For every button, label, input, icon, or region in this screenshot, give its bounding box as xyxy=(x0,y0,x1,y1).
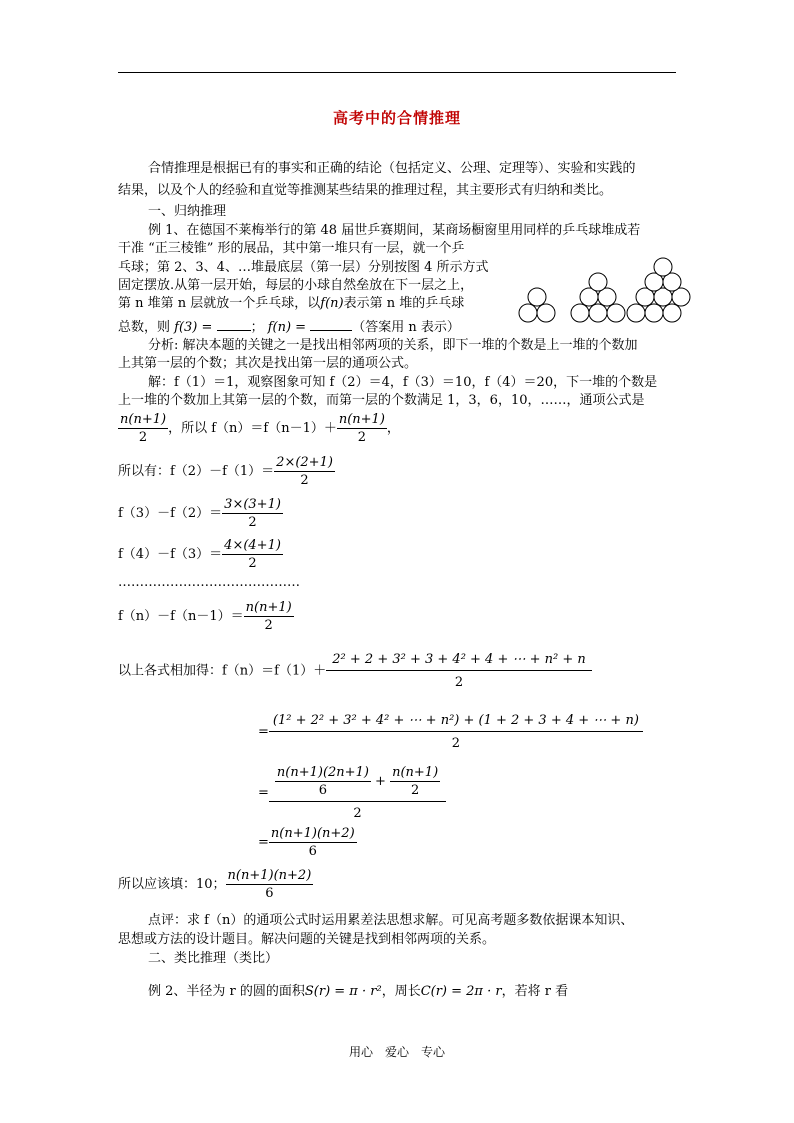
fraction-nn1-over-2: $\frac{n(n+1)}{2}$ xyxy=(120,412,167,445)
analysis-line-2: 上其第一层的个数；其次是找出第一层的通项公式。 xyxy=(118,356,418,371)
fraction-f4: $\frac{4\times(4+1)}{2}$ xyxy=(224,538,281,571)
solution-line-1: 解：f（1）＝1，观察图象可知 f（2）＝4，f（3）＝10，f（4）＝20，下一堆的个数是 xyxy=(148,375,658,390)
answer-blank-f3[interactable] xyxy=(217,318,251,331)
recurrence-text: ，所以 f（n）＝f（n－1）＋ xyxy=(168,421,337,436)
diff-fn-lhs: f（n）－f（n－1）＝ xyxy=(118,609,244,624)
example1-line-6b: （答案用 n 表示） xyxy=(352,320,460,335)
fraction-answer: $\frac{n(n+1)(n+2)}{6}$ xyxy=(227,868,312,901)
fraction-nn1-over-2-b: $\frac{n(n+1)}{2}$ xyxy=(338,412,385,445)
fraction-step3: $\frac{n(n+1)(2n+1)}{6}$ + $\frac{n(n+1)}{2}$ 2 xyxy=(269,765,446,821)
comment-line-2: 思想或方法的设计题目。解决问题的关键是找到相邻两项的关系。 xyxy=(118,932,496,947)
ball xyxy=(519,304,537,322)
diff-f3-f2 xyxy=(118,497,283,530)
ball xyxy=(571,304,589,322)
diff-f2-lhs: 所以有：f（2）－f（1）＝ xyxy=(118,464,275,479)
diff-fn-fn1 xyxy=(118,600,294,633)
area-formula: S(r) = π · r² xyxy=(304,984,382,999)
example1-line-3: 乓球；第 2、3、4、…堆最底层（第一层）分别按图 4 所示方式 xyxy=(118,260,489,275)
sum-lhs: 以上各式相加得：f（n）＝f（1）＋ xyxy=(118,663,327,679)
comma: ， xyxy=(386,421,400,436)
example1-line-6 xyxy=(118,318,460,337)
example2-b: ，周长 xyxy=(381,984,421,999)
example1-line-1: 例 1、在德国不莱梅举行的第 48 届世乒赛期间，某商场橱窗里用同样的乒乓球堆成若 xyxy=(148,223,641,238)
fraction-f3: $\frac{3\times(3+1)}{2}$ xyxy=(224,497,281,530)
section-heading-induction: 一、归纳推理 xyxy=(148,204,227,219)
circumference-formula: C(r) = 2π · r xyxy=(420,984,502,999)
example1-line-6a: 总数，则 xyxy=(118,320,171,335)
sum-equation xyxy=(118,652,592,690)
f3-notation: f(3) = xyxy=(174,320,213,335)
fn-notation: f(n) xyxy=(320,296,344,311)
fn-notation-2: f(n) = xyxy=(267,320,307,335)
fraction-step3-a: $\frac{n(n+1)(2n+1)}{6}$ xyxy=(276,765,369,798)
ball xyxy=(528,288,546,306)
comment-line-1: 点评：求 f（n）的通项公式时运用累差法思想求解。可见高考题多数依据课本知识、 xyxy=(148,913,634,928)
ball xyxy=(589,273,607,291)
solution-line-2: 上一堆的个数加上其第一层的个数，而第一层的个数满足 1，3，6，10，……，通项公式是 xyxy=(118,393,645,408)
ball xyxy=(663,304,681,322)
diff-f2-f1 xyxy=(118,455,335,488)
answer-lhs: 所以应该填：10； xyxy=(118,877,226,892)
ping-pong-pyramid-figure xyxy=(514,254,694,326)
answer-line xyxy=(118,868,313,901)
analysis-line-1: 分析: 解决本题的关键之一是找出相邻两项的关系，即下一堆的个数是上一堆的个数加 xyxy=(148,338,638,353)
fraction-step2: $\frac{\text{(1² + 2² + 3² + 4² + ⋯ + n²) + (1 + 2 + 3 + 4 + ⋯ + n)}}{2}$ xyxy=(269,713,643,751)
ball xyxy=(607,304,625,322)
step-3 xyxy=(258,765,446,821)
intro-line-1: 合情推理是根据已有的事实和正确的结论（包括定义、公理、定理等）、实验和实践的 xyxy=(148,161,636,176)
solution-line-3 xyxy=(118,412,400,445)
page-title: 高考中的合情推理 xyxy=(332,109,461,127)
equals: = xyxy=(258,785,269,801)
semicolon: ； xyxy=(250,320,264,335)
example1-line-5a: 第 n 堆第 n 层就放一个乒乓球，以 xyxy=(118,296,321,311)
ball xyxy=(654,258,672,276)
fraction-sum: $\frac{\text{2² + 2 + 3² + 3 + 4² + 4 + ⋯ + n² + n}}{2}$ xyxy=(326,652,591,690)
ball xyxy=(589,304,607,322)
header-rule xyxy=(118,72,676,73)
ellipsis-line: …………………………………… xyxy=(118,575,300,590)
section-heading-analogy: 二、类比推理（类比） xyxy=(148,951,279,966)
example1-line-2: 干准 “正三棱锥” 形的展品，其中第一堆只有一层，就一个乒 xyxy=(118,241,465,256)
example1-line-5b: 表示第 n 堆的乒乓球 xyxy=(343,296,465,311)
step-2 xyxy=(258,713,643,751)
fraction-step3-b: $\frac{n(n+1)}{2}$ xyxy=(392,765,439,798)
answer-blank-fn[interactable] xyxy=(310,318,352,331)
equals: = xyxy=(258,724,269,740)
step-4 xyxy=(258,826,357,859)
intro-line-2: 结果，以及个人的经验和直觉等推测某些结果的推理过程，其主要形式有归纳和类比。 xyxy=(118,183,613,198)
example1-line-4: 固定摆放.从第一层开始，每层的小球自然垒放在下一层之上， xyxy=(118,278,474,293)
diff-f4-lhs: f（4）－f（3）＝ xyxy=(118,547,223,562)
ball xyxy=(537,304,555,322)
diff-f3-lhs: f（3）－f（2）＝ xyxy=(118,506,223,521)
diff-f4-f3 xyxy=(118,538,283,571)
page-footer: 用心 爱心 专心 xyxy=(348,1045,445,1059)
equals: = xyxy=(258,835,269,850)
fraction-f2: $\frac{2\times(2+1)}{2}$ xyxy=(276,455,333,488)
ball xyxy=(627,304,645,322)
ball xyxy=(645,304,663,322)
example2-line-1 xyxy=(148,983,568,1001)
fraction-step4: $\frac{n(n+1)(n+2)}{6}$ xyxy=(270,826,355,859)
example2-d: ，若将 r 看 xyxy=(501,984,569,999)
fraction-fn: $\frac{n(n+1)}{2}$ xyxy=(245,600,292,633)
example1-line-5 xyxy=(118,295,464,313)
example2-a: 例 2、半径为 r 的圆的面积 xyxy=(148,984,305,999)
